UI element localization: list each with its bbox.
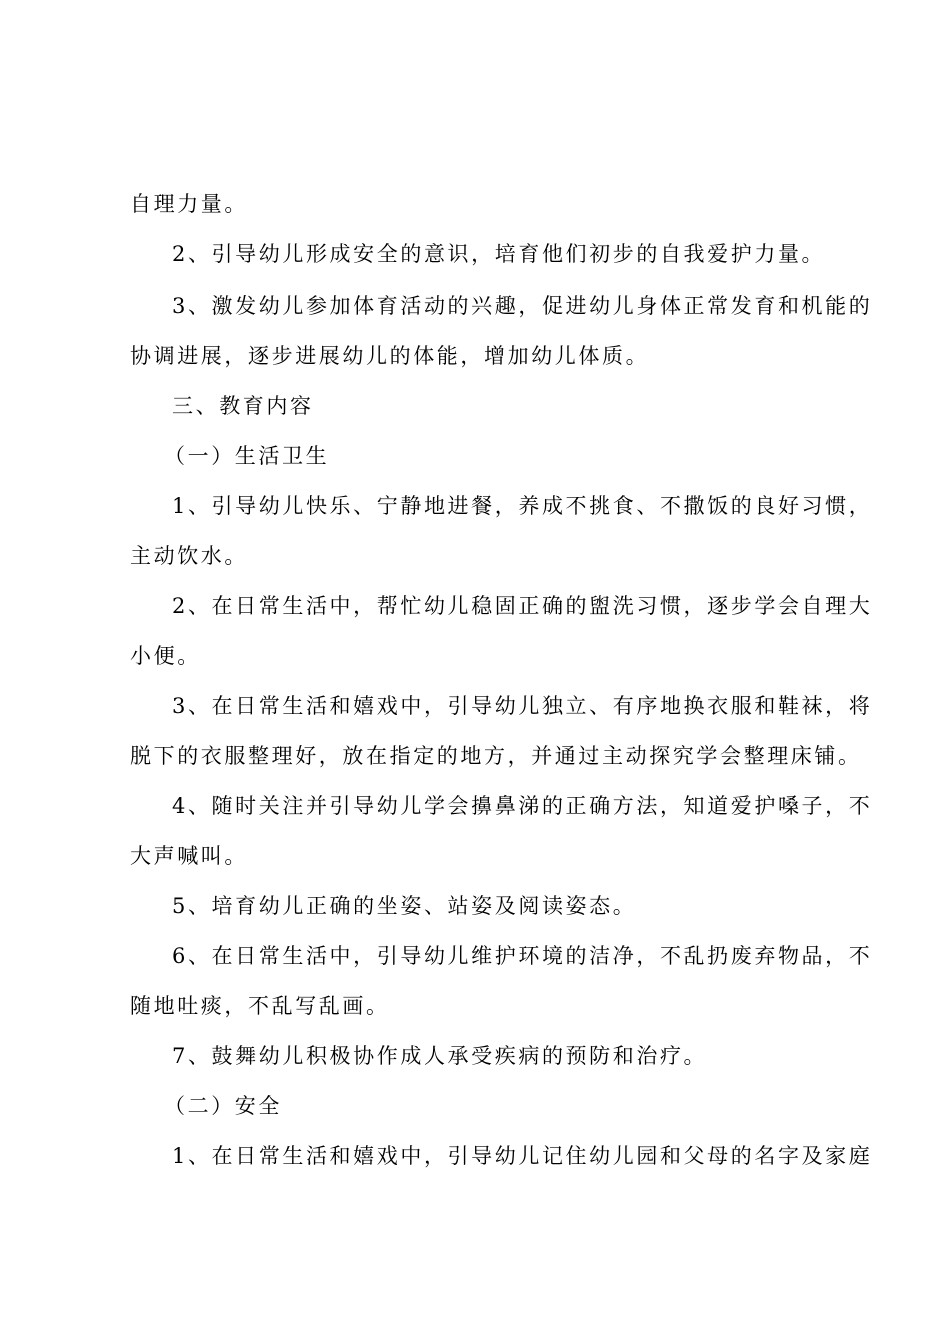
text-line: 5、培育幼儿正确的坐姿、站姿及阅读姿态。 bbox=[172, 894, 637, 918]
text-line: 随地吐痰，不乱写乱画。 bbox=[130, 994, 390, 1018]
text-line: 大声喊叫。 bbox=[130, 844, 248, 868]
text-line: 3、在日常生活和嬉戏中，引导幼儿独立、有序地换衣服和鞋袜，将 bbox=[172, 694, 873, 718]
text-line: 2、在日常生活中，帮忙幼儿稳固正确的盥洗习惯，逐步学会自理大 bbox=[172, 594, 873, 618]
text-line: 4、随时关注并引导幼儿学会擤鼻涕的正确方法，知道爱护嗓子，不 bbox=[172, 794, 873, 818]
subsection-heading: （一）生活卫生 bbox=[164, 444, 330, 468]
section-heading: 三、教育内容 bbox=[172, 394, 314, 418]
text-line: 小便。 bbox=[130, 644, 201, 668]
text-line: 7、鼓舞幼儿积极协作成人承受疾病的预防和治疗。 bbox=[172, 1044, 708, 1068]
text-line: 3、激发幼儿参加体育活动的兴趣，促进幼儿身体正常发育和机能的 bbox=[172, 294, 873, 318]
text-line: 2、引导幼儿形成安全的意识，培育他们初步的自我爱护力量。 bbox=[172, 242, 826, 266]
text-line: 自理力量。 bbox=[130, 192, 248, 216]
text-line: 协调进展，逐步进展幼儿的体能，增加幼儿体质。 bbox=[130, 344, 650, 368]
subsection-heading: （二）安全 bbox=[164, 1094, 282, 1118]
text-line: 6、在日常生活中，引导幼儿维护环境的洁净，不乱扔废弃物品，不 bbox=[172, 944, 873, 968]
text-line: 脱下的衣服整理好，放在指定的地方，并通过主动探究学会整理床铺。 bbox=[130, 744, 862, 768]
text-line: 1、引导幼儿快乐、宁静地进餐，养成不挑食、不撒饭的良好习惯， bbox=[172, 494, 873, 518]
text-line: 1、在日常生活和嬉戏中，引导幼儿记住幼儿园和父母的名字及家庭 bbox=[172, 1144, 873, 1168]
text-line: 主动饮水。 bbox=[130, 544, 248, 568]
